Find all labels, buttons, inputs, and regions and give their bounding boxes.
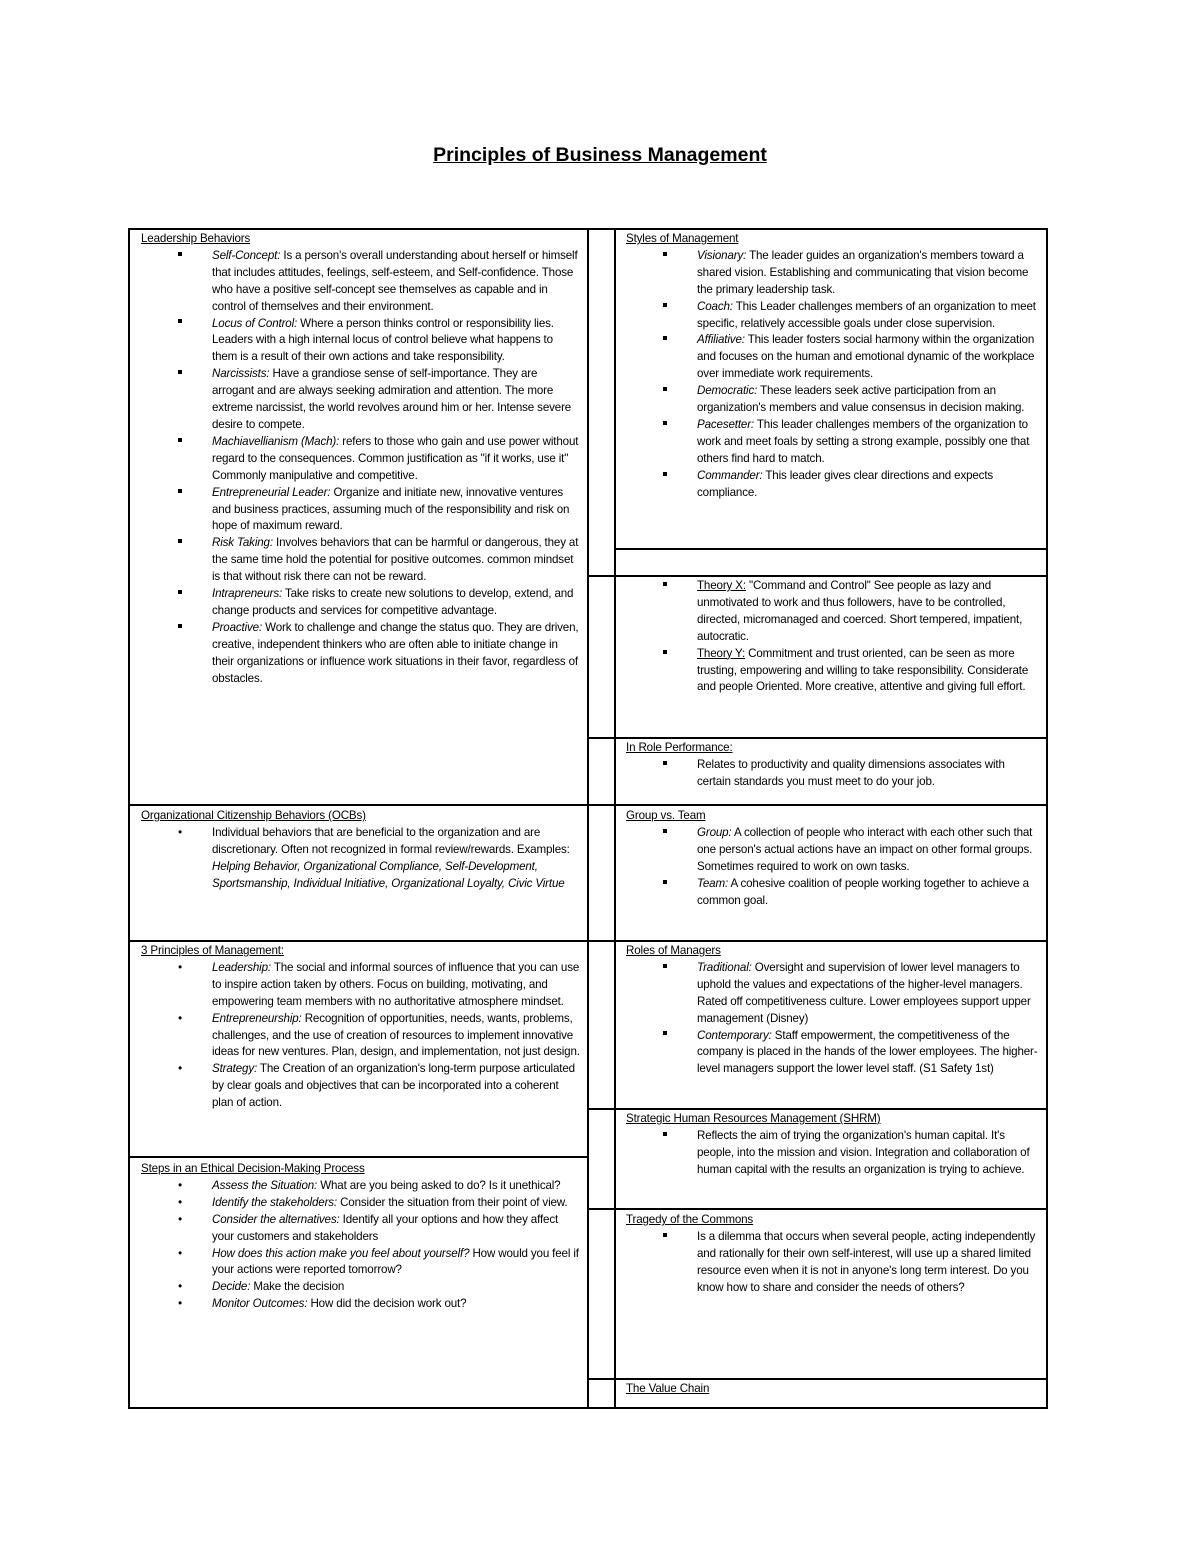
definition: This leader fosters social harmony within the organization and focuses on the human and emotional dynamic of the workplace over immediate work requirements.	[697, 333, 1035, 381]
list-item	[626, 417, 1038, 468]
list-item	[141, 1195, 581, 1212]
row-divider	[129, 940, 588, 942]
list-item	[141, 960, 581, 1011]
term: Consider the alternatives:	[212, 1212, 340, 1226]
bullet-icon	[174, 1178, 186, 1195]
definition: This Leader challenges members of an organization to meet specific, relatively accessible goals under close supervision.	[697, 299, 1036, 330]
list-item	[626, 1028, 1038, 1079]
square-bullet-icon	[659, 299, 671, 316]
definition: Is a person's overall understanding about herself or himself that includes attitudes, feelings, self-esteem, and Self-confidence. Those who have a positive self-concept see themselves as capable and in control of themselves and their environment.	[212, 248, 578, 313]
term: Commander:	[697, 468, 763, 482]
term: Pacesetter:	[697, 417, 754, 431]
styles-list	[626, 248, 1038, 502]
list-item	[626, 468, 1038, 502]
definition: A cohesive coalition of people working together to achieve a common goal.	[697, 876, 1029, 907]
tragedy-of-commons-section	[626, 1212, 1038, 1297]
term: Contemporary:	[697, 1028, 772, 1042]
section-heading: Group vs. Team	[626, 809, 706, 822]
term: Locus of Control:	[212, 316, 298, 330]
definition: Involves behaviors that can be harmful or dangerous, they at the same time hold the potential for positive outcomes. common mindset is that without risk there can not be reward.	[212, 536, 579, 584]
term: Identify the stakeholders:	[212, 1195, 337, 1209]
square-bullet-icon	[659, 646, 671, 663]
shrm-section	[626, 1111, 1038, 1179]
column-divider-right	[614, 229, 616, 1408]
list-item	[141, 248, 581, 316]
list-item	[141, 434, 581, 485]
section-heading: Tragedy of the Commons	[626, 1213, 754, 1226]
term: Monitor Outcomes:	[212, 1297, 308, 1311]
row-divider	[129, 1156, 588, 1158]
square-bullet-icon	[659, 757, 671, 774]
page-title: Principles of Business Management	[433, 144, 767, 166]
inrole-list	[626, 757, 1038, 791]
list-item	[626, 332, 1038, 383]
list-item	[141, 825, 581, 893]
section-heading: Leadership Behaviors	[141, 232, 251, 245]
list-item	[141, 1296, 581, 1313]
section-heading: Roles of Managers	[626, 944, 721, 957]
square-bullet-icon	[174, 366, 186, 383]
section-heading: 3 Principles of Management:	[141, 944, 284, 957]
group-list	[626, 825, 1038, 910]
term: Self-Concept:	[212, 248, 281, 262]
section-heading: Styles of Management	[626, 232, 739, 245]
definition: "Command and Control" See people as lazy and unmotivated to work and thus followers, have to be controlled, directed, micromanaged and coerced. Short tempered, impatient, autocratic.	[697, 579, 1023, 643]
term: How does this action make you feel about yourself?	[212, 1246, 470, 1260]
term: Assess the Situation:	[212, 1178, 318, 1192]
definition: Identify all your options and how they affect your customers and stakeholders	[212, 1212, 559, 1243]
list-item	[626, 578, 1038, 646]
definition: The leader guides an organization's members toward a shared vision. Establishing and communicating that vision become the primary leadership task.	[697, 248, 1029, 296]
definition: The Creation of an organization's long-term purpose articulated by clear goals and objectives that can be incorporated into a coherent plan of action.	[212, 1062, 575, 1110]
term: Decide:	[212, 1280, 251, 1294]
list-item	[626, 1229, 1038, 1297]
bullet-icon	[174, 1296, 186, 1313]
square-bullet-icon	[174, 316, 186, 333]
styles-of-management-section	[626, 231, 1038, 502]
list-item	[626, 960, 1038, 1028]
definition: Have a grandiose sense of self-importance. They are arrogant and are always seeking admiration and attention. The more extreme narcissist, the world revolves around him or her. Intense severe desire to compete.	[212, 367, 572, 431]
square-bullet-icon	[659, 383, 671, 400]
square-bullet-icon	[659, 1128, 671, 1145]
term: Narcissists:	[212, 367, 270, 381]
definition: Commitment and trust oriented, can be seen as more trusting, empowering and willing to take responsibility. Considerate and people Oriented. More creative, attentive and giving full effort.	[697, 646, 1029, 694]
row-divider	[589, 804, 1047, 806]
theory-list	[626, 578, 1038, 696]
square-bullet-icon	[174, 620, 186, 637]
leadership-behaviors-section	[141, 231, 581, 687]
bullet-icon	[174, 1279, 186, 1296]
definition: Work to challenge and change the status quo. They are driven, creative, independent thinkers who are often able to initiate change in their organizations or influence work situations in their favor, regardless of obstacles.	[212, 620, 579, 685]
list-item	[626, 383, 1038, 417]
row-divider	[589, 1108, 1047, 1110]
list-item	[141, 1011, 581, 1062]
term: Theory Y:	[697, 646, 746, 660]
definition: How would you feel if your actions were reported tomorrow?	[212, 1246, 579, 1277]
term: Group:	[697, 825, 732, 839]
bullet-icon	[174, 1195, 186, 1212]
bullet-icon	[174, 1011, 186, 1028]
term: Affiliative:	[697, 333, 745, 347]
row-divider	[615, 548, 1047, 550]
definition: Is a dilemma that occurs when several people, acting independently and rationally for their own self-interest, will use up a shared limited resource even when it is not in anyone's long term interest. Do you know how to share and consider the needs of others?	[697, 1229, 1036, 1294]
list-item	[626, 299, 1038, 333]
section-heading: The Value Chain	[626, 1382, 710, 1395]
square-bullet-icon	[659, 1229, 671, 1246]
principles-section	[141, 943, 581, 1112]
list-item	[141, 1279, 581, 1296]
bullet-icon	[174, 825, 186, 842]
roles-of-managers-section	[626, 943, 1038, 1078]
square-bullet-icon	[659, 332, 671, 349]
theory-xy-section	[626, 578, 1038, 696]
definition: Oversight and supervision of lower level managers to uphold the values and expectations of the higher-level managers. Rated off competitiveness culture. Lower employees support upper management (Disney)	[697, 960, 1031, 1025]
list-item	[141, 620, 581, 688]
definition: How did the decision work out?	[307, 1297, 467, 1311]
square-bullet-icon	[174, 485, 186, 502]
principles-list	[141, 960, 581, 1112]
list-item	[141, 1246, 581, 1280]
list-item	[626, 248, 1038, 299]
bullet-icon	[174, 1212, 186, 1229]
group-vs-team-section	[626, 808, 1038, 909]
shrm-list	[626, 1128, 1038, 1179]
list-item	[141, 366, 581, 434]
leadership-list	[141, 248, 581, 688]
term: Entrepreneurial Leader:	[212, 485, 331, 499]
definition: Make the decision	[250, 1280, 345, 1294]
list-item	[626, 876, 1038, 910]
bullet-icon	[174, 1246, 186, 1263]
ocb-list	[141, 825, 581, 893]
in-role-performance-section	[626, 740, 1038, 791]
definition: These leaders seek active participation from an organization's members and value consensus in decision making.	[697, 384, 1025, 415]
square-bullet-icon	[174, 434, 186, 451]
definition: refers to those who gain and use power without regard to the consequences. Common justification as "if it works, use it" Commonly manipulative and competitive.	[212, 434, 579, 482]
definition: What are you being asked to do? Is it unethical?	[317, 1178, 561, 1192]
term: Risk Taking:	[212, 536, 273, 550]
list-item	[626, 646, 1038, 697]
column-divider-left	[587, 229, 589, 1408]
section-heading: Strategic Human Resources Management (SHRM)	[626, 1112, 881, 1125]
definition: A collection of people who interact with each other such that one person's actual actions have an impact on other formal groups. Sometimes required to work on own tasks.	[697, 825, 1033, 873]
list-item	[141, 485, 581, 536]
definition: Recognition of opportunities, needs, wants, problems, challenges, and the use of creation of resources to implement innovative ideas for new ventures. Plan, design, and implementation, not just design.	[212, 1011, 580, 1059]
list-item	[141, 1061, 581, 1112]
square-bullet-icon	[659, 468, 671, 485]
list-item	[626, 1128, 1038, 1179]
square-bullet-icon	[659, 248, 671, 265]
row-divider	[129, 804, 588, 806]
list-item	[141, 316, 581, 367]
term: Leadership:	[212, 960, 271, 974]
definition: Consider the situation from their point of view.	[337, 1195, 568, 1209]
ocb-section	[141, 808, 581, 893]
ethical-decision-section	[141, 1161, 581, 1313]
term: Visionary:	[697, 248, 747, 262]
row-divider	[589, 1378, 1047, 1380]
square-bullet-icon	[174, 248, 186, 265]
list-item	[141, 1178, 581, 1195]
term: Theory X:	[697, 579, 746, 592]
square-bullet-icon	[659, 417, 671, 434]
definition: Staff empowerment, the competitiveness of the company is placed in the hands of the lower employees. The higher-level managers support the lower level staff. (S1 Safety 1st)	[697, 1028, 1038, 1076]
row-divider	[589, 737, 1047, 739]
definition: This leader challenges members of the organization to work and meet foals by setting a strong example, possibly one that others find hard to match.	[697, 417, 1030, 465]
term: Intrapreneurs:	[212, 587, 283, 601]
list-item	[626, 825, 1038, 876]
definition: Relates to productivity and quality dimensions associates with certain standards you must meet to do your job.	[697, 757, 1005, 788]
list-item	[141, 535, 581, 586]
square-bullet-icon	[659, 876, 671, 893]
square-bullet-icon	[659, 825, 671, 842]
term: Coach:	[697, 299, 733, 313]
row-divider	[589, 575, 1047, 577]
definition: Where a person thinks control or responsibility lies. Leaders with a high internal locus of control believe what happens to them is a result of their own actions and take responsibility.	[212, 316, 554, 364]
definition: This leader gives clear directions and expects compliance.	[697, 468, 994, 499]
bullet-icon	[174, 960, 186, 977]
roles-list	[626, 960, 1038, 1078]
tragedy-list	[626, 1229, 1038, 1297]
section-heading: Steps in an Ethical Decision-Making Process	[141, 1162, 365, 1175]
definition: The social and informal sources of influence that you can use to inspire action taken by others. Focus on building, motivating, and empowering team members with no authoritative atmosphere mindset.	[212, 960, 580, 1008]
definition: Reflects the aim of trying the organization's human capital. It's people, into the mission and vision. Integration and collaboration of human capital with the results an organization is trying to achieve.	[697, 1128, 1030, 1176]
definition: Organize and initiate new, innovative ventures and business practices, assuming much of the responsibility and risk on hope of maximum reward.	[212, 485, 570, 533]
term: Proactive:	[212, 620, 263, 634]
term: Democratic:	[697, 384, 758, 398]
square-bullet-icon	[659, 960, 671, 977]
row-divider	[589, 940, 1047, 942]
list-item	[141, 1212, 581, 1246]
term: Traditional:	[697, 960, 752, 974]
list-item	[141, 586, 581, 620]
term: Entrepreneurship:	[212, 1011, 302, 1025]
definition: Individual behaviors that are beneficial to the organization and are discretionary. Often not recognized in formal review/rewards. Examples:	[212, 825, 570, 856]
term: Strategy:	[212, 1062, 258, 1076]
bullet-icon	[174, 1061, 186, 1078]
square-bullet-icon	[174, 535, 186, 552]
row-divider	[589, 1208, 1047, 1210]
ethical-list	[141, 1178, 581, 1313]
value-chain-section	[626, 1381, 1038, 1398]
square-bullet-icon	[659, 578, 671, 595]
definition: Take risks to create new solutions to develop, extend, and change products and services for competitive advantage.	[212, 587, 574, 617]
square-bullet-icon	[174, 586, 186, 603]
term: Machiavellianism (Mach):	[212, 434, 340, 448]
examples: Helping Behavior, Organizational Compliance, Self-Development, Sportsmanship, Individual Initiative, Organizational Loyalty, Civic Virtue	[212, 859, 565, 890]
square-bullet-icon	[659, 1028, 671, 1045]
term: Team:	[697, 876, 729, 890]
list-item	[626, 757, 1038, 791]
section-heading: Organizational Citizenship Behaviors (OCBs)	[141, 809, 366, 822]
section-heading: In Role Performance:	[626, 741, 733, 754]
